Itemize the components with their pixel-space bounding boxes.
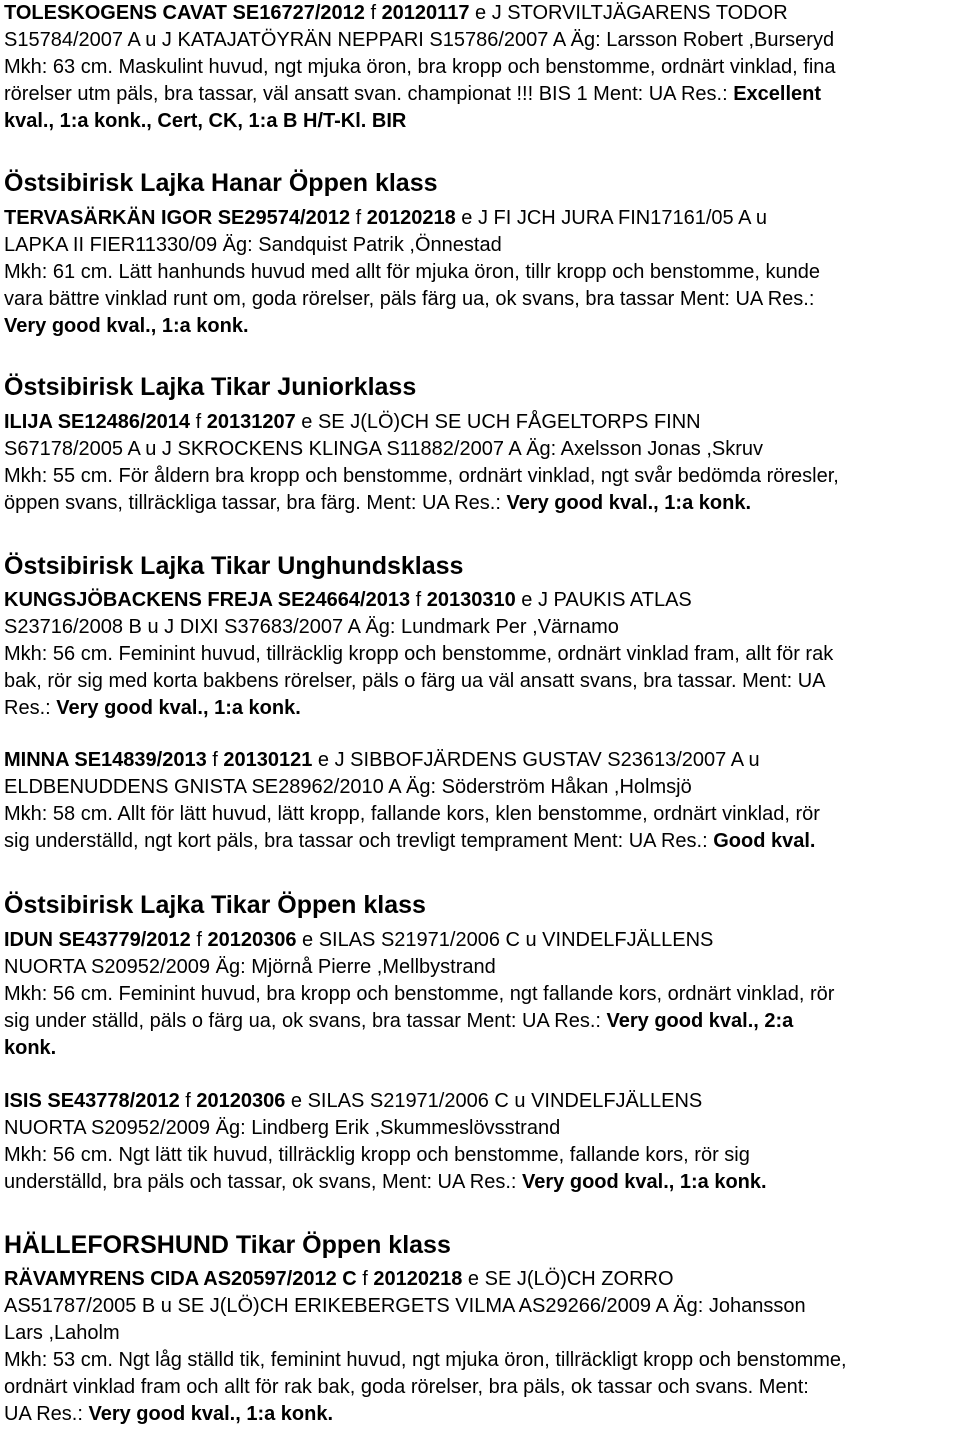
bold-text: ILIJA SE12486/2014 [4,411,191,433]
class-heading: Östsibirisk Lajka Tikar Unghundsklass [4,552,464,580]
entry-line [4,1347,960,1374]
entry-line [4,587,960,614]
text-run: f [364,2,382,24]
entry-line [4,695,960,722]
text-run: e SILAS S21971/2006 C u VINDELFJÄLLENS [296,929,714,951]
text-run: Res.: [4,697,57,719]
entry-line [4,1401,960,1428]
text-run: Mkh: 63 cm. Maskulint huvud, ngt mjuka öron, bra kropp och benstomme, ordnärt vinklad, fina [4,56,836,78]
bold-text: 20120218 [373,1268,463,1290]
entry-line [4,668,960,695]
bold-text: 20120218 [366,207,456,229]
dog-entry [4,205,960,340]
entry-line [4,747,960,774]
bold-text: Very good kval., 2:a [606,1010,794,1032]
bold-text: IDUN SE43779/2012 [4,929,191,951]
entry-line [4,313,960,340]
entry-line [4,232,960,259]
text-run: öppen svans, tillräckliga tassar, bra färg. Ment: UA Res.: [4,492,507,514]
entry-line [4,490,960,517]
entry-line [4,1115,960,1142]
dog-entry [4,587,960,722]
bold-text: RÄVAMYRENS CIDA AS20597/2012 C [4,1268,357,1290]
entry-line [4,108,960,135]
text-run: LAPKA II FIER11330/09 Äg: Sandquist Patrik ,Önnestad [4,234,502,256]
bold-text: TOLESKOGENS CAVAT SE16727/2012 [4,2,365,24]
entry-line [4,463,960,490]
entry-line [4,981,960,1008]
bold-text: Very good kval., 1:a konk. [88,1403,334,1425]
text-run: S67178/2005 A u J SKROCKENS KLINGA S11882/2007 A Äg: Axelsson Jonas ,Skruv [4,438,763,460]
dog-entry [4,747,960,855]
bold-text: 20120306 [207,929,297,951]
entry-line [4,1266,960,1293]
dog-entry [4,409,960,517]
text-run: vara bättre vinklad runt om, goda rörelser, päls färg ua, ok svans, bra tassar Ment: UA Res.: [4,288,815,310]
entry-line [4,1088,960,1115]
entry-line [4,27,960,54]
text-run: e J FI JCH JURA FIN17161/05 A u [455,207,767,229]
text-run: Mkh: 56 cm. Feminint huvud, tillräcklig kropp och benstomme, ordnärt vinklad fram, allt för rak [4,643,834,665]
bold-text: 20130310 [426,589,516,611]
entry-line [4,1008,960,1035]
entry-line [4,1142,960,1169]
bold-text: Very good kval., 1:a konk. [56,697,301,719]
entry-line [4,1374,960,1401]
dog-entry [4,0,960,135]
text-run: f [190,929,208,951]
entry-line [4,954,960,981]
dog-entry [4,927,960,1062]
bold-text: Very good kval., 1:a konk. [506,492,751,514]
entry-line [4,1320,960,1347]
bold-text: Excellent [733,83,822,105]
bold-text: Good kval. [713,830,816,852]
dog-entry [4,1266,960,1428]
text-run: ordnärt vinklad fram och allt för rak bak, goda rörelser, bra päls, ok tassar och svans. Ment: [4,1376,809,1398]
text-run: NUORTA S20952/2009 Äg: Lindberg Erik ,Skummeslövsstrand [4,1117,561,1139]
entry-line [4,641,960,668]
text-run: UA Res.: [4,1403,89,1425]
text-run: Mkh: 55 cm. För åldern bra kropp och benstomme, ordnärt vinklad, ngt svår bedömda röresler, [4,465,839,487]
text-run: f [350,207,367,229]
entry-line [4,828,960,855]
bold-text: 20120306 [196,1090,286,1112]
class-heading: HÄLLEFORSHUND Tikar Öppen klass [4,1231,451,1259]
text-run: f [410,589,427,611]
text-run: Mkh: 58 cm. Allt för lätt huvud, lätt kropp, fallande kors, klen benstomme, ordnärt vinklad, rör [4,803,820,825]
text-run: bak, rör sig med korta bakbens rörelser, päls o färg ua väl ansatt svans, bra tassar. Ment: UA [4,670,826,692]
entry-line [4,54,960,81]
entry-line [4,286,960,313]
entry-line [4,81,960,108]
entry-line [4,1169,960,1196]
entry-line [4,1293,960,1320]
entry-line [4,614,960,641]
bold-text: konk. [4,1037,57,1059]
entry-line [4,436,960,463]
text-run: ELDBENUDDENS GNISTA SE28962/2010 A Äg: Söderström Håkan ,Holmsjö [4,776,692,798]
class-heading: Östsibirisk Lajka Tikar Juniorklass [4,373,417,401]
dog-entry [4,1088,960,1196]
entry-line [4,927,960,954]
bold-text: MINNA SE14839/2013 [4,749,207,771]
bold-text: Very good kval., 1:a konk. [522,1171,767,1193]
entry-line [4,801,960,828]
bold-text: Very good kval., 1:a konk. [4,315,249,337]
class-heading: Östsibirisk Lajka Tikar Öppen klass [4,891,426,919]
bold-text: KUNGSJÖBACKENS FREJA SE24664/2013 [4,589,411,611]
bold-text: kval., 1:a konk., Cert, CK, 1:a B H/T-Kl. BIR [4,110,407,132]
bold-text: 20120117 [381,2,470,24]
text-run: S23716/2008 B u J DIXI S37683/2007 A Äg: Lundmark Per ,Värnamo [4,616,619,638]
entry-line [4,205,960,232]
text-run: sig under ställd, päls o färg ua, ok svans, bra tassar Ment: UA Res.: [4,1010,607,1032]
text-run: e J PAUKIS ATLAS [515,589,692,611]
text-run: f [179,1090,197,1112]
text-run: f [206,749,224,771]
bold-text: TERVASÄRKÄN IGOR SE29574/2012 [4,207,351,229]
bold-text: ISIS SE43778/2012 [4,1090,180,1112]
text-run: S15784/2007 A u J KATAJATÖYRÄN NEPPARI S15786/2007 A Äg: Larsson Robert ,Burseryd [4,29,835,51]
entry-line [4,774,960,801]
text-run: Mkh: 61 cm. Lätt hanhunds huvud med allt för mjuka öron, tillr kropp och benstomme, kunde [4,261,820,283]
bold-text: 20131207 [206,411,296,433]
entry-line [4,1035,960,1062]
text-run: Mkh: 56 cm. Feminint huvud, bra kropp och benstomme, ngt fallande kors, ordnärt vinklad, rör [4,983,835,1005]
text-run: e J STORVILTJÄGARENS TODOR [469,2,788,24]
text-run: Mkh: 53 cm. Ngt låg ställd tik, feminint huvud, ngt mjuka öron, tillräckligt kropp och benstomme, [4,1349,847,1371]
text-run: NUORTA S20952/2009 Äg: Mjörnå Pierre ,Mellbystrand [4,956,496,978]
text-run: AS51787/2005 B u SE J(LÖ)CH ERIKEBERGETS VILMA AS29266/2009 A Äg: Johansson [4,1295,806,1317]
text-run: Lars ,Laholm [4,1322,120,1344]
text-run: e J SIBBOFJÄRDENS GUSTAV S23613/2007 A u [312,749,760,771]
text-run: e SILAS S21971/2006 C u VINDELFJÄLLENS [285,1090,703,1112]
bold-text: 20130121 [223,749,313,771]
text-run: rörelser utm päls, bra tassar, väl ansatt svan. championat !!! BIS 1 Ment: UA Res.: [4,83,734,105]
text-run: e SE J(LÖ)CH SE UCH FÅGELTORPS FINN [295,411,701,433]
entry-line [4,409,960,436]
entry-line [4,259,960,286]
text-run: sig underställd, ngt kort päls, bra tassar och trevligt temprament Ment: UA Res.: [4,830,714,852]
text-run: Mkh: 56 cm. Ngt lätt tik huvud, tillräcklig kropp och benstomme, fallande kors, rör sig [4,1144,750,1166]
class-heading: Östsibirisk Lajka Hanar Öppen klass [4,169,438,197]
text-run: f [356,1268,374,1290]
text-run: e SE J(LÖ)CH ZORRO [462,1268,674,1290]
entry-line [4,0,960,27]
text-run: f [190,411,207,433]
text-run: underställd, bra päls och tassar, ok svans, Ment: UA Res.: [4,1171,523,1193]
